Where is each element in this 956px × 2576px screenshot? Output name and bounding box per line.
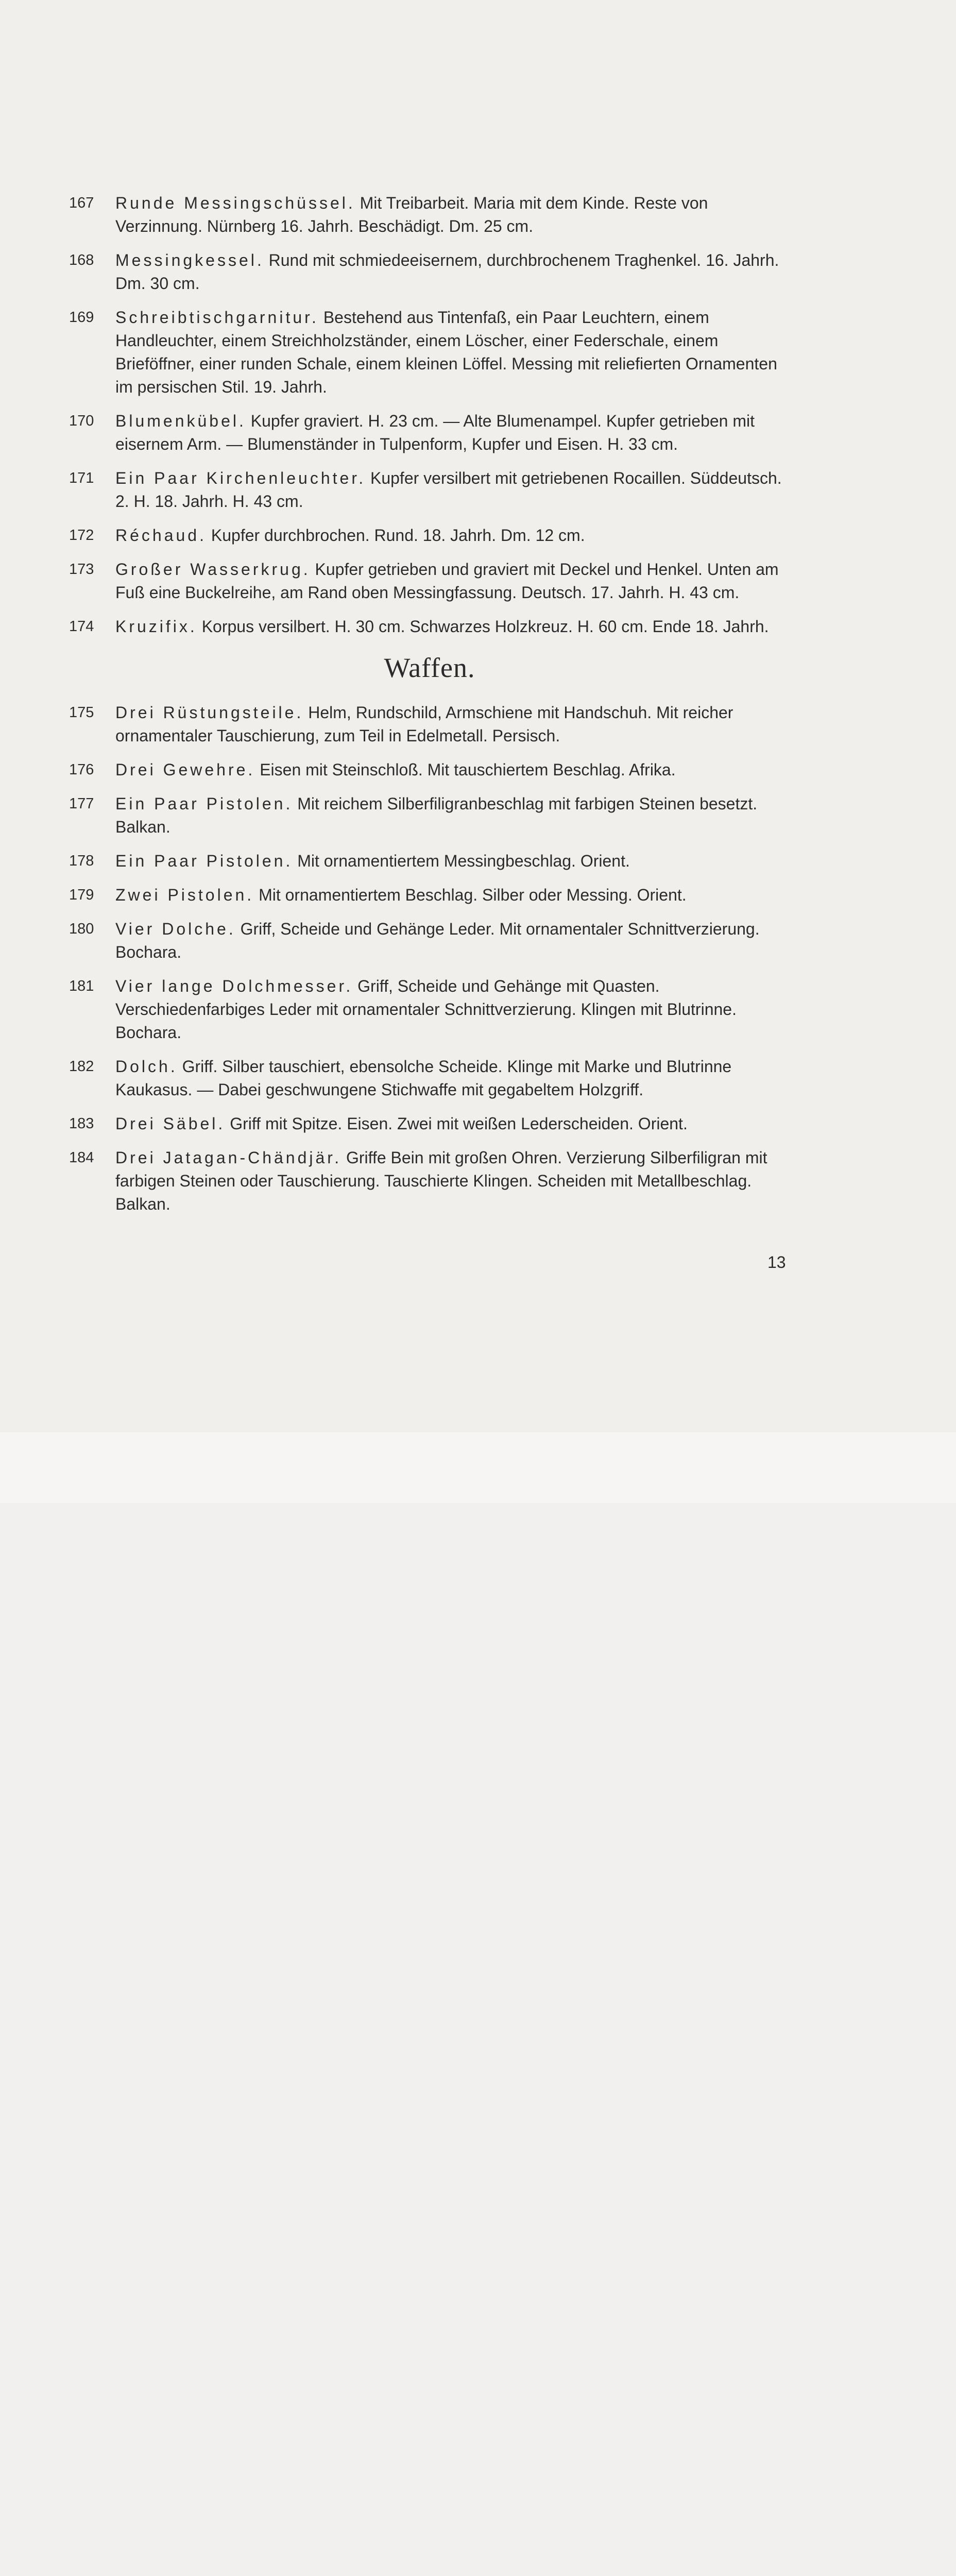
entry-title: Vier Dolche. (115, 920, 236, 938)
entry-title: Runde Messingschüssel. (115, 194, 355, 212)
entry-description: Mit Treibarbeit. Maria mit dem Kinde. Reste von Verzinnung. Nürnberg 16. Jahrh. Beschädigt. Dm. 25 cm. (115, 194, 708, 235)
entry-description: Mit ornamentiertem Beschlag. Silber oder Messing. Orient. (259, 886, 687, 904)
entry-description: Kupfer versilbert mit getriebenen Rocaillen. Süddeutsch. 2. H. 18. Jahrh. H. 43 cm. (115, 469, 782, 511)
catalogue-entry (69, 758, 790, 782)
entry-title: Drei Rüstungsteile. (115, 703, 304, 722)
entry-number: 179 (69, 887, 94, 903)
entry-number: 182 (69, 1058, 94, 1075)
catalogue-entry (69, 918, 790, 964)
page-number: 13 (767, 1253, 786, 1272)
entry-description: Helm, Rundschild, Armschiene mit Handschuh. Mit reicher ornamentaler Tauschierung, zum Teil in Edelmetall. Persisch. (115, 703, 733, 745)
entry-title: Dolch. (115, 1057, 178, 1076)
entry-description: Griff, Scheide und Gehänge Leder. Mit ornamentaler Schnittverzierung. Bochara. (115, 920, 760, 961)
entry-title: Großer Wasserkrug. (115, 560, 311, 579)
entry-number: 175 (69, 704, 94, 721)
entry-number: 173 (69, 561, 94, 578)
entry-title: Blumenkübel. (115, 412, 246, 430)
catalogue-entry (69, 1055, 790, 1101)
entry-number: 169 (69, 309, 94, 326)
catalogue-entry (69, 701, 790, 748)
entry-number: 181 (69, 978, 94, 994)
catalogue-entry (69, 558, 790, 604)
entry-description: Eisen mit Steinschloß. Mit tauschiertem Beschlag. Afrika. (260, 760, 676, 779)
entry-number: 176 (69, 761, 94, 778)
entry-title: Schreibtischgarnitur. (115, 308, 319, 327)
entry-number: 167 (69, 195, 94, 211)
catalogue-entry (69, 306, 790, 399)
entry-title: Drei Jatagan-Chändjär. (115, 1148, 342, 1167)
entry-number: 170 (69, 413, 94, 429)
entry-description: Griff mit Spitze. Eisen. Zwei mit weißen Lederscheiden. Orient. (230, 1114, 688, 1133)
entry-title: Réchaud. (115, 526, 207, 545)
catalogue-entry (69, 524, 790, 547)
entry-title: Ein Paar Kirchenleuchter. (115, 469, 366, 487)
entry-title: Drei Gewehre. (115, 760, 255, 779)
entry-description: Kupfer graviert. H. 23 cm. — Alte Blumenampel. Kupfer getrieben mit eisernem Arm. — Blumenständer in Tulpenform, Kupfer und Eisen. H. 33 cm. (115, 412, 755, 453)
entry-description: Korpus versilbert. H. 30 cm. Schwarzes Holzkreuz. H. 60 cm. Ende 18. Jahrh. (201, 617, 769, 636)
entry-description: Kupfer durchbrochen. Rund. 18. Jahrh. Dm. 12 cm. (211, 526, 585, 545)
entry-number: 177 (69, 795, 94, 812)
entry-number: 171 (69, 470, 94, 486)
entry-description: Mit ornamentiertem Messingbeschlag. Orient. (297, 852, 630, 870)
catalogue-entry (69, 884, 790, 907)
entry-number: 168 (69, 252, 94, 268)
catalogue-entry (69, 467, 790, 513)
entry-description: Rund mit schmiedeeisernem, durchbrochenem Traghenkel. 16. Jahrh. Dm. 30 cm. (115, 251, 779, 293)
entry-title: Vier lange Dolchmesser. (115, 977, 353, 995)
catalogue-entry (69, 792, 790, 839)
entry-title: Ein Paar Pistolen. (115, 852, 293, 870)
entries-waffen (69, 701, 790, 1216)
entry-description: Mit reichem Silberfiligranbeschlag mit farbigen Steinen besetzt. Balkan. (115, 794, 758, 836)
catalogue-entry (69, 1146, 790, 1216)
entry-title: Zwei Pistolen. (115, 886, 254, 904)
entry-description: Kupfer getrieben und graviert mit Deckel und Henkel. Unten am Fuß eine Buckelreihe, am Rand oben Messingfassung. Deutsch. 17. Jahrh. H. 43 cm. (115, 560, 779, 602)
catalogue-entries (69, 192, 790, 1227)
entry-description: Bestehend aus Tintenfaß, ein Paar Leuchtern, einem Handleuchter, einem Streichholzständer, einem Löscher, einer Federschale, einem Brieföffner, einer runden Schale, einem kleinen Löffel. Messing mit reliefierten Ornamenten im persischen Stil. 19. Jahrh. (115, 308, 777, 396)
section-heading-waffen: Waffen. (384, 652, 475, 683)
entry-description: Griffe Bein mit großen Ohren. Verzierung Silberfiligran mit farbigen Steinen oder Tauschierung. Tauschierte Klingen. Scheiden mit Metallbeschlag. Balkan. (115, 1148, 767, 1213)
entry-number: 180 (69, 921, 94, 937)
catalogue-entry (69, 975, 790, 1044)
catalogue-entry (69, 192, 790, 238)
entries-metalwork (69, 192, 790, 638)
entry-title: Ein Paar Pistolen. (115, 794, 293, 813)
entry-description: Griff, Scheide und Gehänge mit Quasten. Verschiedenfarbiges Leder mit ornamentaler Schnittverzierung. Klingen mit Blutrinne. Bochara. (115, 977, 737, 1042)
entry-title: Messingkessel. (115, 251, 264, 269)
entry-number: 184 (69, 1149, 94, 1166)
catalogue-entry (69, 410, 790, 456)
catalogue-entry (69, 850, 790, 873)
entry-description: Griff. Silber tauschiert, ebensolche Scheide. Klinge mit Marke und Blutrinne Kaukasus. — Dabei geschwungene Stichwaffe mit gegabeltem Holzgriff. (115, 1057, 732, 1099)
entry-number: 178 (69, 853, 94, 869)
catalogue-entry (69, 1112, 790, 1136)
entry-number: 183 (69, 1115, 94, 1132)
footer-bar (0, 1432, 956, 1503)
entry-title: Drei Säbel. (115, 1114, 226, 1133)
catalogue-entry (69, 249, 790, 295)
entry-number: 174 (69, 618, 94, 635)
entry-title: Kruzifix. (115, 617, 197, 636)
entry-number: 172 (69, 527, 94, 544)
catalogue-entry (69, 615, 790, 638)
